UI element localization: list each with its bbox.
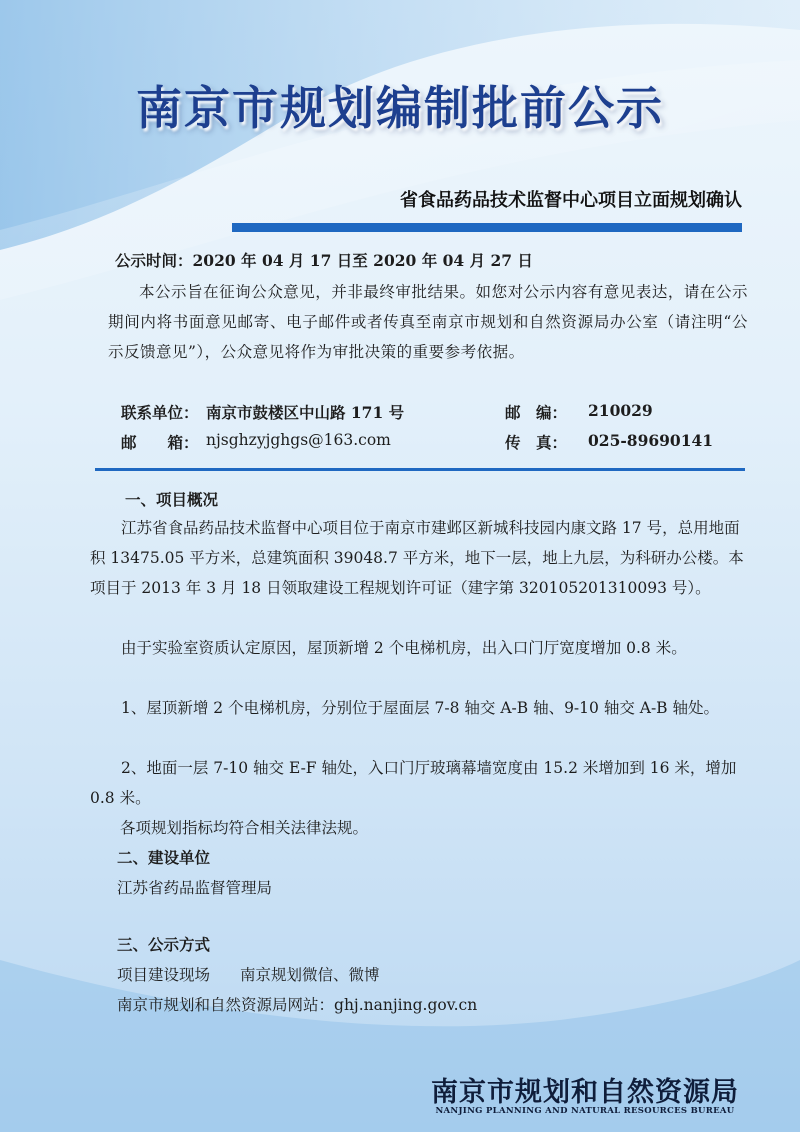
section2-body: 江苏省药品监督管理局 xyxy=(117,879,273,897)
section3-heading: 三、公示方式 xyxy=(117,936,211,954)
section1-paragraph-4: 2、地面一层 7-10 轴交 E-F 轴处，入口门厅玻璃幕墙宽度由 15.2 米增加到 16 米，增加 0.8 米。 xyxy=(90,759,737,807)
postcode-label: 邮 编： xyxy=(505,403,568,422)
notice-time-value: 2020 年 04 月 17 日至 2020 年 04 月 27 日 xyxy=(192,251,533,270)
email-label: 邮 箱： xyxy=(121,433,199,452)
section3-line-2 xyxy=(117,990,757,1020)
website-label: 南京市规划和自然资源局网站： xyxy=(117,996,335,1014)
section-divider-bar xyxy=(95,468,745,471)
email-value: njsghzyjghgs@163.com xyxy=(206,431,391,449)
section1-paragraph-5: 各项规划指标均符合相关法律法规。 xyxy=(120,819,369,837)
section2-heading: 二、建设单位 xyxy=(117,849,211,867)
project-subtitle: 省食品药品技术监督中心项目立面规划确认 xyxy=(400,190,742,211)
section1-paragraph-3: 1、屋顶新增 2 个电梯机房，分别位于屋面层 7-8 轴交 A-B 轴、9-10 轴交 A-B 轴处。 xyxy=(121,699,719,717)
wechat-weibo-channel: 南京规划微信、微博 xyxy=(240,966,380,984)
section1-paragraph-2: 由于实验室资质认定原因，屋顶新增 2 个电梯机房，出入口门厅宽度增加 0.8 米。 xyxy=(121,639,687,657)
onsite-channel: 项目建设现场 xyxy=(117,966,211,984)
section1-heading: 一、项目概况 xyxy=(125,491,219,509)
fax-value: 025-89690141 xyxy=(588,431,714,450)
postcode-value: 210029 xyxy=(588,401,653,420)
notice-intro: 本公示旨在征询公众意见，并非最终审批结果。如您对公示内容有意见表达，请在公示期间内将书面意见邮寄、电子邮件或者传真至南京市规划和自然资源局办公室（请注明“公示反馈意见”），公众意见将作为审批决策的重要参考依据。 xyxy=(108,283,748,361)
title-divider-bar xyxy=(232,223,742,232)
page-title: 南京市规划编制批前公示 xyxy=(136,81,664,135)
section3-line-1 xyxy=(117,960,757,990)
fax-label: 传 真： xyxy=(505,433,568,452)
notice-time-line xyxy=(115,246,533,276)
section1-paragraph-1: 江苏省食品药品技术监督中心项目位于南京市建邺区新城科技园内康文路 17 号，总用地面积 13475.05 平方米，总建筑面积 39048.7 平方米，地下一层，地上九层，为科研办公楼。本项目于 2013 年 3 月 18 日领取建设工程规划许可证（建字第 320105201310093 号）。 xyxy=(90,519,744,597)
footer-org-name-en: NANJING PLANNING AND NATURAL RESOURCES BUREAU xyxy=(435,1106,735,1116)
notice-time-label: 公示时间： xyxy=(115,251,193,270)
footer-org-name: 南京市规划和自然资源局 xyxy=(431,1077,739,1108)
contact-unit-label: 联系单位： xyxy=(121,403,199,422)
website-url[interactable]: ghj.nanjing.gov.cn xyxy=(334,996,478,1014)
contact-unit-value: 南京市鼓楼区中山路 171 号 xyxy=(206,403,405,422)
